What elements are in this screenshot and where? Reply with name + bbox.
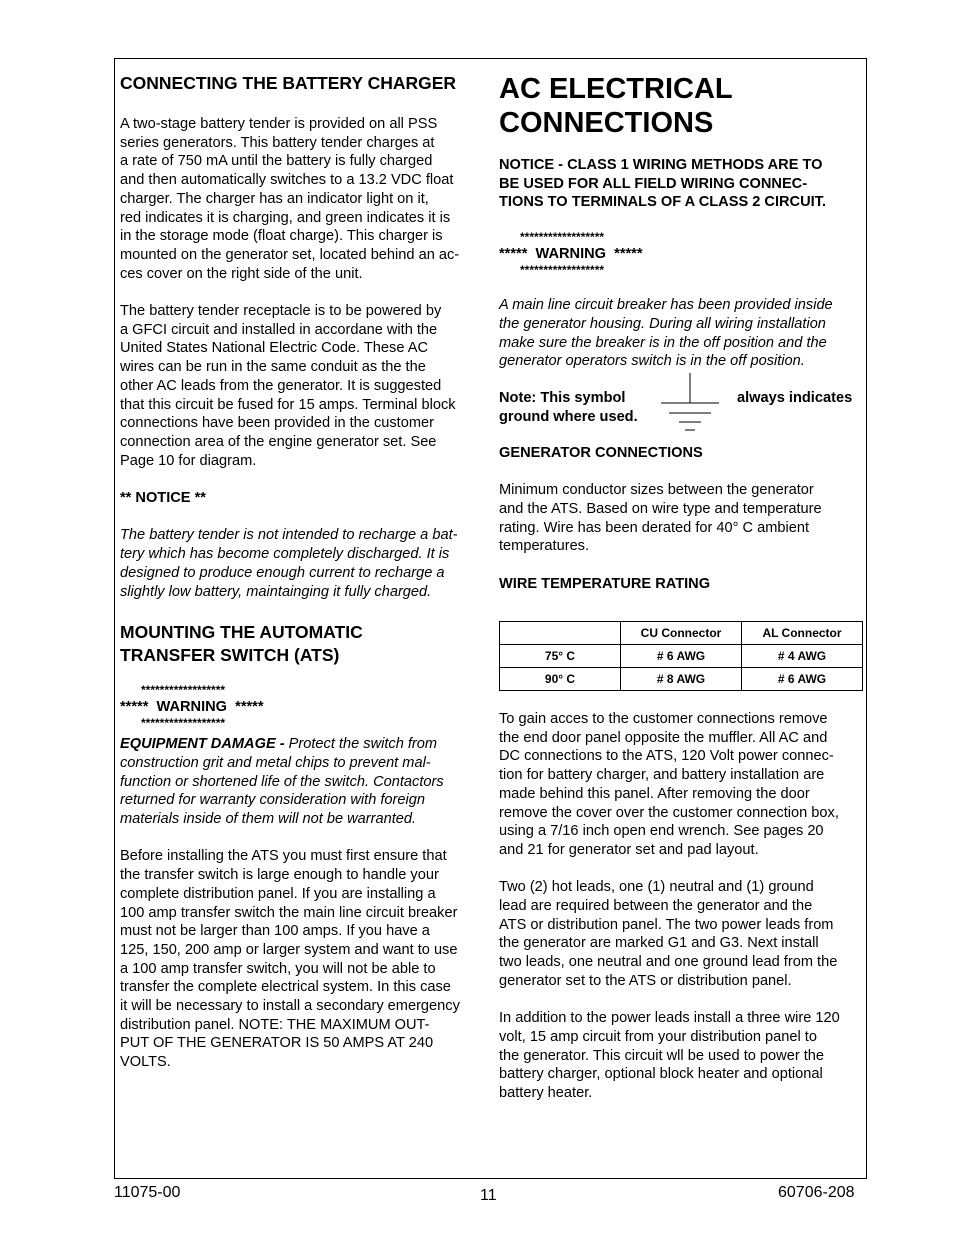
warning-label: ***** WARNING ***** — [120, 699, 264, 716]
notice-label: ** NOTICE ** — [120, 490, 206, 507]
warning-stars-bottom: ****************** — [520, 263, 605, 278]
footer-left-code: 11075-00 — [114, 1184, 181, 1201]
ground-note-left: Note: This symbol ground where used. — [499, 389, 638, 425]
hot-leads-paragraph: Two (2) hot leads, one (1) neutral and (1) ground lead are required between the generator and the ATS or distribution panel. The two power leads from the generator are marked G1 and G3. Next install two leads, one neutral and one ground lead from the generator set to the ATS or distribution panel. — [499, 879, 838, 989]
warning-stars-top: ****************** — [141, 683, 226, 698]
table-cell: 75° C — [500, 645, 621, 668]
table-cell: 90° C — [500, 668, 621, 691]
table-cell: # 8 AWG — [621, 668, 742, 691]
page-title: AC ELECTRICAL CONNECTIONS — [499, 73, 733, 139]
breaker-warning-text: A main line circuit breaker has been provided inside the generator housing. During all wiring installation make sure the breaker is in the off position and the generator operators switch is in the off position. — [499, 297, 833, 370]
class1-notice: NOTICE - CLASS 1 WIRING METHODS ARE TO BE USED FOR ALL FIELD WIRING CONNEC- TIONS TO TERMINALS OF A CLASS 2 CIRCUIT. — [499, 157, 827, 211]
equipment-damage-body: Protect the switch from construction grit and metal chips to prevent mal- function or shortened life of the switch. Contactors returned for warranty consideration with foreign materials inside of them will not be warranted. — [120, 736, 444, 828]
warning-stars-bottom: ****************** — [141, 716, 226, 731]
power-leads-paragraph: In addition to the power leads install a three wire 120 volt, 15 amp circuit from your distribution panel to the generator. This circuit wll be used to power the battery charger, optional block heater and optional battery heater. — [499, 1010, 840, 1102]
left-warning-block — [120, 683, 490, 731]
ats-heading: MOUNTING THE AUTOMATIC TRANSFER SWITCH (ATS) — [120, 622, 363, 666]
page-number: 11 — [480, 1187, 497, 1204]
footer-right-code: 60706-208 — [778, 1184, 855, 1201]
generator-connections-heading: GENERATOR CONNECTIONS — [499, 444, 703, 461]
right-warning-block — [499, 230, 865, 278]
generator-connections-text: Minimum conductor sizes between the generator and the ATS. Based on wire type and temperature rating. Wire has been derated for 40° C ambient temperatures. — [499, 482, 822, 555]
table-header-cell: AL Connector — [742, 622, 863, 645]
wire-temperature-table — [499, 621, 863, 691]
table-row — [500, 645, 863, 668]
warning-label: ***** WARNING ***** — [499, 246, 643, 263]
notice-text: The battery tender is not intended to recharge a bat- tery which has become completely discharged. It is designed to produce enough current to recharge a slightly low battery, maintainging it fully charged. — [120, 527, 458, 600]
wire-temperature-heading: WIRE TEMPERATURE RATING — [499, 575, 711, 592]
table-cell: # 6 AWG — [742, 668, 863, 691]
battery-charger-paragraph: A two-stage battery tender is provided on all PSS series generators. This battery tender charges at a rate of 750 mA until the battery is fully charged and then automatically switches to a 13.2 VDC float charger. The charger has an indicator light on it, red indicates it is charging, and green indicates it is in the storage mode (float charge). This charger is mounted on the generator set, located behind an ac- ces cover on the right side of the unit. — [120, 116, 460, 282]
equipment-damage-text — [120, 735, 490, 829]
ground-note — [499, 389, 865, 429]
equipment-damage-label: EQUIPMENT DAMAGE - — [120, 736, 289, 753]
table-cell: # 6 AWG — [621, 645, 742, 668]
table-cell: # 4 AWG — [742, 645, 863, 668]
receptacle-paragraph: The battery tender receptacle is to be powered by a GFCI circuit and installed in accordane with the United States National Electric Code. These AC wires can be run in the same conduit as the the other AC leads from the generator. It is suggested that this circuit be fused for 15 amps. Terminal block connections have been provided in the customer connection area of the engine generator set. See Page 10 for diagram. — [120, 303, 456, 469]
left-column — [120, 72, 490, 1072]
warning-stars-top: ****************** — [520, 230, 605, 245]
ground-note-right: always indicates — [737, 389, 853, 406]
ground-symbol-icon — [657, 373, 723, 433]
table-header-cell: CU Connector — [621, 622, 742, 645]
right-column-lower — [499, 710, 865, 1103]
table-header-cell — [500, 622, 621, 645]
ats-install-paragraph: Before installing the ATS you must first ensure that the transfer switch is large enough to handle your complete distribution panel. If you are installing a 100 amp transfer switch the main line circuit breaker must not be larger than 100 amps. If you have a 125, 150, 200 amp or larger system and want to use a 100 amp transfer switch, you will not be able to transfer the complete electrical system. In this case it will be necessary to install a secondary emergency distribution panel. NOTE: THE MAXIMUM OUT- PUT OF THE GENERATOR IS 50 AMPS AT 240 VOLTS. — [120, 848, 460, 1071]
right-column — [499, 72, 865, 594]
table-row — [500, 668, 863, 691]
table-header-row — [500, 622, 863, 645]
battery-charger-heading: CONNECTING THE BATTERY CHARGER — [120, 73, 457, 93]
customer-connections-paragraph: To gain acces to the customer connections remove the end door panel opposite the muffler. All AC and DC connections to the ATS, 120 Volt power connec- tion for battery charger, and battery installation are made behind this panel. After removing the door remove the cover over the customer connection box, using a 7/16 inch open end wrench. See pages 20 and 21 for generator set and pad layout. — [499, 711, 839, 858]
